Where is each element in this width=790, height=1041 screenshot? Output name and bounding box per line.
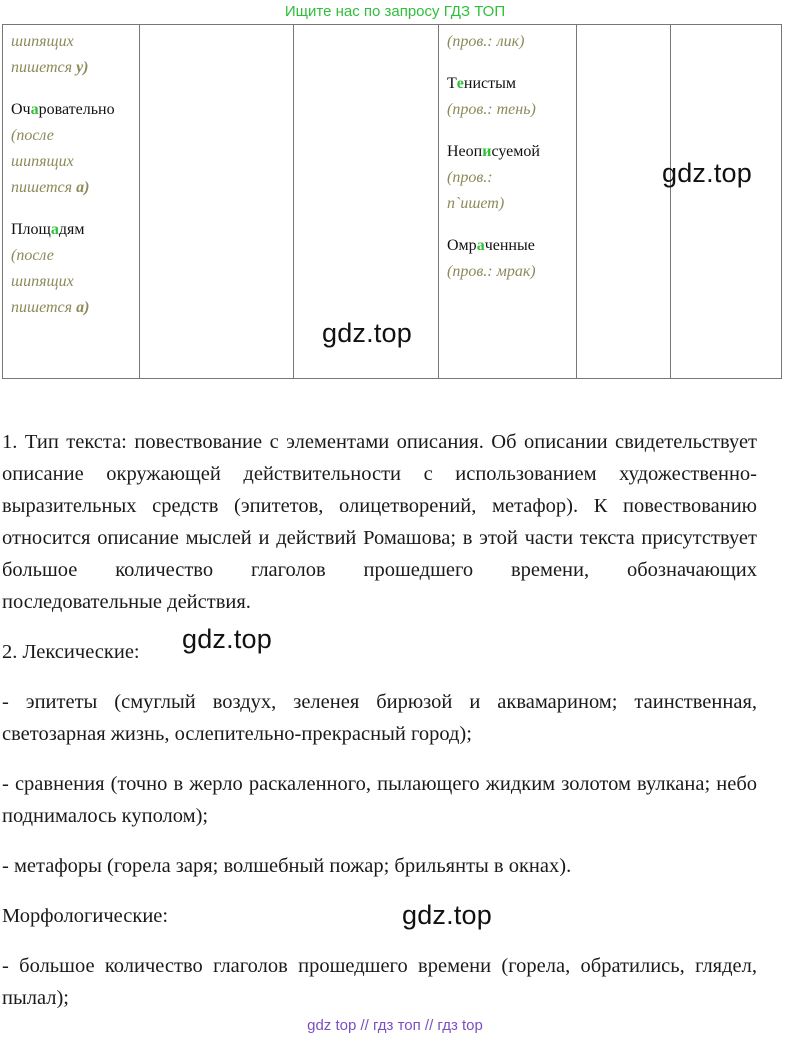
watermark: gdz.top (662, 158, 752, 188)
watermark: gdz.top (402, 900, 492, 930)
table-cell-empty-6 (671, 25, 782, 379)
table-word: Неописуемой (447, 143, 540, 160)
paragraph-lexical-heading: 2. Лексические: (2, 641, 140, 663)
paragraph-comparisons: - сравнения (точно в жерло раскаленного, пылающего жидким золотом вулкана; небо поднималось куполом); (2, 773, 757, 827)
table-note: п`ишет) (447, 195, 505, 212)
paragraph-epithets: - эпитеты (смуглый воздух, зеленея бирюзой и аквамарином; таинственная, светозарная жизнь, ослепительно-прекрасный город); (2, 691, 757, 745)
table-note: (пров.: тень) (447, 101, 536, 118)
watermark: gdz.top (322, 318, 412, 348)
table-note: пишется а) (11, 179, 90, 196)
table-cell-empty-2 (140, 25, 294, 379)
table-word: Омраченные (447, 237, 535, 254)
table-note: пишется а) (11, 299, 90, 316)
table-note: шипящих (11, 33, 74, 50)
table-cell-words-1 (3, 25, 140, 379)
bottom-banner: gdz top // гдз топ // гдз top (307, 1017, 483, 1034)
table-note: (пров.: лик) (447, 33, 525, 50)
table-word: Площадям (11, 221, 85, 238)
table-note: (пров.: мрак) (447, 263, 536, 280)
table-cell-empty-5 (577, 25, 671, 379)
paragraph-morphological-heading: Морфологические: (2, 905, 169, 927)
table-word: Тенистым (447, 75, 516, 92)
table-note: шипящих (11, 153, 74, 170)
watermark: gdz.top (182, 624, 272, 654)
answer-text (2, 426, 757, 1014)
table-note: (пров.: (447, 169, 493, 186)
table-note: (после (11, 247, 54, 264)
paragraph-text-type: 1. Тип текста: повествование с элементами описания. Об описании свидетельствует описание окружающей действительности с использованием художественно-выразительных средств (эпитетов, олицетворений, метафор). К повествованию относится описание мыслей и действий Ромашова; в этой части текста присутствует большое количество глаголов прошедшего времени, обозначающих последовательные действия. (2, 431, 757, 613)
table-note: (после (11, 127, 54, 144)
table-note: пишется у) (11, 59, 89, 76)
table-cell-words-4 (439, 25, 577, 379)
table-note: шипящих (11, 273, 74, 290)
table-word: Очаровательно (11, 101, 115, 118)
paragraph-metaphors: - метафоры (горела заря; волшебный пожар; брильянты в окнах). (2, 855, 572, 877)
top-banner: Ищите нас по запросу ГДЗ ТОП (284, 3, 506, 20)
paragraph-past-verbs: - большое количество глаголов прошедшего времени (горела, обратились, глядел, пылал); (2, 955, 757, 1009)
